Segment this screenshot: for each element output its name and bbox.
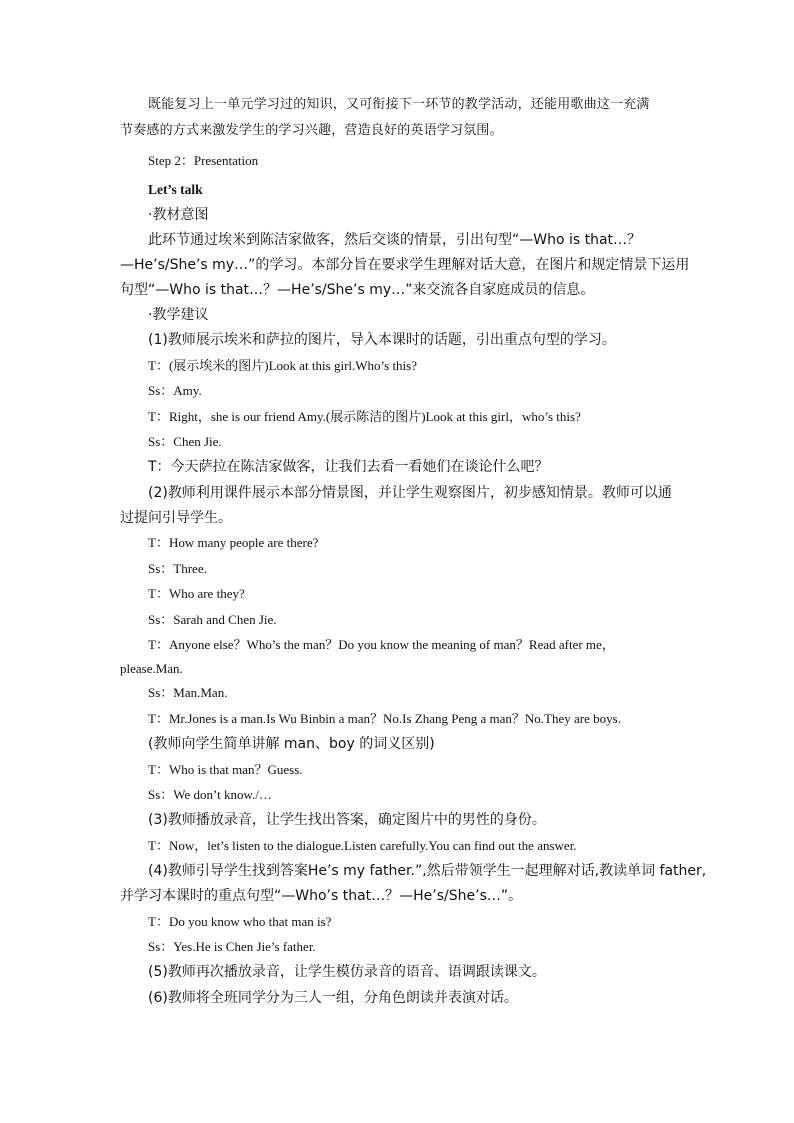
step-item: (4)教师引导学生找到答案He’s my father.”,然后带领学生一起理解对话,教读单词 father, (148, 863, 707, 879)
paragraph-line: —He’s/She’s my…”的学习。本部分旨在要求学生理解对话大意，在图片和规定情景下运用 (120, 257, 690, 273)
intro-line-1: 既能复习上一单元学习过的知识，又可衔接下一环节的教学活动，还能用歌曲这一充满 (148, 97, 650, 112)
step-item: (1)教师展示埃米和萨拉的图片，导入本课时的话题，引出重点句型的学习。 (148, 332, 616, 348)
dialogue-line: T：Who is that man？Guess. (148, 762, 303, 777)
dialogue-line: T：Anyone else？Who’s the man？Do you know the meaning of man？Read after me， (148, 637, 615, 652)
subheading-intent: ·教材意图 (148, 207, 209, 223)
dialogue-line-continued: please.Man. (120, 661, 183, 676)
dialogue-line: Ss：Man.Man. (148, 685, 228, 700)
dialogue-line: T：Right，she is our friend Amy.(展示陈洁的图片)Look at this girl，who’s this? (148, 409, 581, 424)
section-heading: Let’s talk (148, 182, 203, 197)
step-heading: Step 2：Presentation (148, 153, 259, 168)
dialogue-line: Ss：Yes.He is Chen Jie’s father. (148, 939, 316, 954)
dialogue-line: Ss：We don’t know./… (148, 787, 272, 802)
dialogue-line: T：Now，let’s listen to the dialogue.Listen carefully.You can find out the answer. (148, 838, 577, 853)
dialogue-line: T：Mr.Jones is a man.Is Wu Binbin a man？No.Is Zhang Peng a man？No.They are boys. (148, 711, 621, 726)
dialogue-line: T：(展示埃米的图片)Look at this girl.Who’s this? (148, 358, 418, 373)
dialogue-line: T：How many people are there? (148, 535, 319, 550)
step-item-continued: 并学习本课时的重点句型“—Who’s that…？—He’s/She’s…”。 (120, 888, 523, 904)
note-line: (教师向学生简单讲解 man、boy 的词义区别) (148, 736, 435, 752)
paragraph-line: 此环节通过埃米到陈洁家做客，然后交谈的情景，引出句型“—Who is that…？ (148, 232, 642, 248)
paragraph-line: 句型“—Who is that…？—He’s/She’s my…”来交流各自家庭成员的信息。 (120, 282, 595, 298)
subheading-suggestions: ·教学建议 (148, 307, 209, 323)
step-item: (3)教师播放录音，让学生找出答案，确定图片中的男性的身份。 (148, 812, 546, 828)
step-item: (6)教师将全班同学分为三人一组，分角色朗读并表演对话。 (148, 990, 518, 1006)
dialogue-line: Ss：Sarah and Chen Jie. (148, 612, 277, 627)
step-item: (5)教师再次播放录音，让学生模仿录音的语音、语调跟读课文。 (148, 964, 546, 980)
dialogue-line: Ss：Chen Jie. (148, 434, 222, 449)
dialogue-line: T：Who are they? (148, 586, 245, 601)
intro-line-2: 节奏感的方式来激发学生的学习兴趣，营造良好的英语学习氛围。 (120, 123, 503, 138)
dialogue-line: Ss：Amy. (148, 383, 202, 398)
dialogue-line: Ss：Three. (148, 561, 207, 576)
dialogue-line: T：今天萨拉在陈洁家做客，让我们去看一看她们在谈论什么吧？ (148, 459, 549, 475)
step-item: (2)教师利用课件展示本部分情景图，并让学生观察图片，初步感知情景。教师可以通 (148, 485, 672, 501)
step-item-continued: 过提问引导学生。 (120, 510, 232, 526)
dialogue-line: T：Do you know who that man is? (148, 914, 332, 929)
